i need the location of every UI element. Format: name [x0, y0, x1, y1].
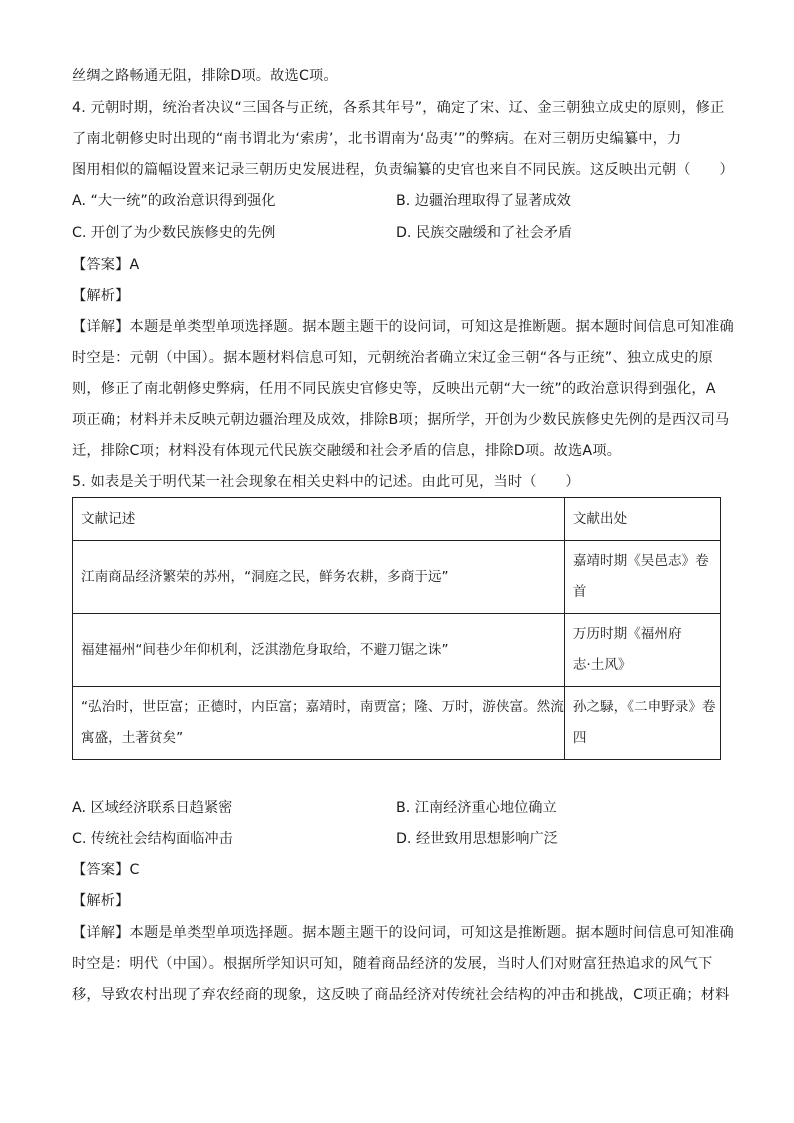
q4-detail-line: 时空是：元朝（中国）。据本题材料信息可知，元朝统治者确立宋辽金三朝“各与正统”、独立成史的原 — [72, 350, 714, 366]
table-header-cell: 文献记述 — [73, 498, 565, 541]
table-cell-source — [564, 687, 720, 760]
table-row — [73, 541, 721, 614]
table-header-row — [73, 498, 721, 541]
cell-text: “弘治时，世臣富；正德时，内臣富；嘉靖时，南贾富；隆、万时，游侠富。然流 — [81, 699, 564, 715]
question-4-stem-line: 图用相似的篇幅设置来记录三朝历史发展进程，负责编纂的史官也来自不同民族。这反映出元朝（ ） — [72, 162, 734, 178]
question-4-stem-line: 4. 元朝时期，统治者决议“三国各与正统，各系其年号”，确定了宋、辽、金三朝独立成史的原则，修正 — [72, 100, 725, 116]
q5-detail-line: 时空是：明代（中国）。根据所学知识可知，随着商品经济的发展，当时人们对财富狂热追求的风气下 — [72, 956, 713, 972]
cell-text: 志·土风》 — [572, 657, 632, 673]
table-cell-record — [73, 614, 565, 687]
table-cell-source — [564, 541, 720, 614]
q5-option-c: C. 传统社会结构面临冲击 — [72, 831, 233, 847]
cell-text: 江南商品经济繁荣的苏州，“洞庭之民，鲜务农耕，多商于远” — [81, 568, 449, 585]
q4-option-c: C. 开创了为少数民族修史的先例 — [72, 225, 276, 241]
q4-option-a: A. “大一统”的政治意识得到强化 — [72, 193, 276, 209]
cell-text: 福建福州“间巷少年仰机利，泛淇渤危身取给，不避刀锯之诛” — [81, 641, 449, 658]
q5-source-table — [72, 497, 721, 760]
table-cell-record — [73, 687, 565, 760]
q5-detail-line: 移，导致农村出现了弃农经商的现象，这反映了商品经济对传统社会结构的冲击和挑战，C项正确；材料 — [72, 987, 730, 1003]
cell-text: 寓盛，土著贫矣” — [81, 730, 184, 746]
q4-option-b: B. 边疆治理取得了显著成效 — [396, 193, 571, 209]
q4-detail-line: 项正确；材料并未反映元朝边疆治理及成效，排除B项；据所学，开创为少数民族修史先例的是西汉司马 — [72, 412, 730, 428]
table-cell-record — [73, 541, 565, 614]
q5-answer: 【答案】C — [72, 862, 140, 878]
q4-detail-line: 【详解】本题是单类型单项选择题。据本题主题干的设问词，可知这是推断题。据本题时间信息可知准确 — [72, 319, 734, 335]
cell-text: 嘉靖时期《吴邑志》卷 — [572, 553, 709, 569]
table-row — [73, 687, 721, 760]
cell-text: 万历时期《福州府 — [572, 626, 682, 642]
q5-option-b: B. 江南经济重心地位确立 — [396, 800, 557, 816]
cell-text: 孙之騄，《二申野录》卷 — [572, 699, 716, 715]
q5-detail-line: 【详解】本题是单类型单项选择题。据本题主题干的设问词，可知这是推断题。据本题时间信息可知准确 — [72, 925, 734, 941]
q4-analysis-heading: 【解析】 — [72, 288, 130, 304]
q4-detail-line: 则，修正了南北朝修史弊病，任用不同民族史官修史等，反映出元朝“大一统”的政治意识得到强化，A — [72, 381, 716, 397]
q4-option-d: D. 民族交融缓和了社会矛盾 — [396, 225, 573, 241]
question-5-stem: 5. 如表是关于明代某一社会现象在相关史料中的记述。由此可见，当时（ ） — [72, 474, 580, 490]
q5-option-d: D. 经世致用思想影响广泛 — [396, 831, 558, 847]
table-cell-source — [564, 614, 720, 687]
q5-analysis-heading: 【解析】 — [72, 893, 130, 909]
q4-answer: 【答案】A — [72, 257, 140, 273]
q5-option-a: A. 区域经济联系日趋紧密 — [72, 800, 233, 816]
cell-text: 首 — [572, 584, 587, 600]
table-row — [73, 614, 721, 687]
cell-text: 四 — [572, 730, 587, 746]
text-line: 丝绸之路畅通无阻，排除D项。故选C项。 — [72, 68, 338, 84]
question-4-stem-line: 了南北朝修史时出现的“南书谓北为‘索虏’，北书谓南为‘岛夷’”的弊病。在对三朝历史编纂中，力 — [72, 131, 682, 147]
table-header-cell: 文献出处 — [564, 498, 720, 541]
q4-detail-line: 迁，排除C项；材料没有体现元代民族交融缓和社会矛盾的信息，排除D项。故选A项。 — [72, 443, 622, 459]
